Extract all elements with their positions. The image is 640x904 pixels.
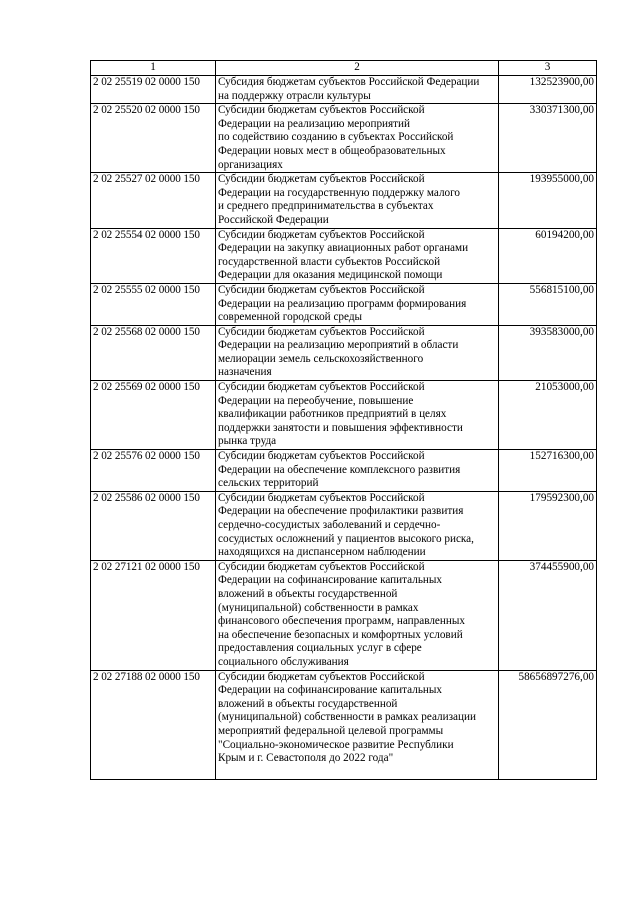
description-line: сельских территорий — [218, 477, 319, 490]
column-header-3: 3 — [499, 61, 597, 76]
description-line: находящихся на диспансерном наблюдении — [218, 546, 426, 559]
budget-table — [90, 60, 597, 780]
description-line: назначения — [218, 366, 272, 379]
description-line: государственной власти субъектов Российской — [218, 255, 441, 268]
amount-cell: 58656897276,00 — [499, 670, 597, 780]
description-cell — [216, 450, 499, 492]
description-line: финансового обеспечения программ, направленных — [218, 615, 465, 628]
description-line: Субсидии бюджетам субъектов Российской — [218, 670, 425, 683]
description-line: (муниципальной) собственности в рамках — [218, 601, 419, 614]
description-cell — [216, 228, 499, 283]
description-line: Федерации на переобучение, повышение — [218, 394, 414, 407]
amount-cell: 21053000,00 — [499, 381, 597, 450]
description-line: Субсидии бюджетам субъектов Российской — [218, 104, 425, 117]
description-cell — [216, 173, 499, 228]
amount-cell: 132523900,00 — [499, 76, 597, 104]
description-line — [218, 766, 496, 780]
description-line: Федерации на закупку авиационных работ органами — [218, 242, 469, 255]
description-line: Субсидии бюджетам субъектов Российской — [218, 560, 425, 573]
budget-code-cell: 2 02 25569 02 0000 150 — [91, 381, 216, 450]
description-cell — [216, 560, 499, 670]
description-line: на обеспечение безопасных и комфортных условий — [218, 628, 463, 641]
description-line: по содействию созданию в субъектах Российской — [218, 131, 454, 144]
column-header-1: 1 — [91, 61, 216, 76]
description-line: мероприятий федеральной целевой программы — [218, 724, 444, 737]
description-line: Российской Федерации — [218, 213, 329, 226]
description-line: Федерации на реализацию мероприятий — [218, 117, 411, 130]
table-row — [91, 450, 597, 492]
description-line: поддержки занятости и повышения эффективности — [218, 421, 463, 434]
description-line: социального обслуживания — [218, 655, 349, 668]
description-cell — [216, 76, 499, 104]
description-line: Субсидии бюджетам субъектов Российской — [218, 381, 425, 394]
amount-cell: 393583000,00 — [499, 325, 597, 380]
budget-code-cell: 2 02 25576 02 0000 150 — [91, 450, 216, 492]
description-line: Субсидии бюджетам субъектов Российской — [218, 283, 425, 296]
budget-code-cell: 2 02 27121 02 0000 150 — [91, 560, 216, 670]
description-cell — [216, 325, 499, 380]
description-line: Федерации на обеспечение профилактики развития — [218, 505, 464, 518]
table-row — [91, 670, 597, 780]
description-line: Федерации новых мест в общеобразовательных — [218, 144, 446, 157]
amount-cell: 374455900,00 — [499, 560, 597, 670]
table-row — [91, 325, 597, 380]
description-line: (муниципальной) собственности в рамках реализации — [218, 711, 476, 724]
description-line: Федерации на софинансирование капитальных — [218, 684, 443, 697]
description-line: современной городской среды — [218, 311, 363, 324]
table-row — [91, 173, 597, 228]
description-line: вложений в объекты государственной — [218, 697, 398, 710]
description-line: вложений в объекты государственной — [218, 587, 398, 600]
amount-cell: 193955000,00 — [499, 173, 597, 228]
description-line: на поддержку отрасли культуры — [218, 89, 371, 102]
budget-code-cell: 2 02 25520 02 0000 150 — [91, 104, 216, 173]
amount-cell: 556815100,00 — [499, 283, 597, 325]
budget-code-cell: 2 02 25519 02 0000 150 — [91, 76, 216, 104]
description-line: Федерации на реализацию мероприятий в области — [218, 339, 459, 352]
description-line: и среднего предпринимательства в субъектах — [218, 200, 434, 213]
description-line: сердечно-сосудистых заболеваний и сердечно- — [218, 519, 441, 531]
table-body — [91, 76, 597, 780]
table-row — [91, 104, 597, 173]
table-row — [91, 560, 597, 670]
description-cell — [216, 283, 499, 325]
description-line: предоставления социальных услуг в сфере — [218, 642, 422, 655]
description-line: квалификации работников предприятий в целях — [218, 408, 447, 421]
description-line: Федерации на реализацию программ формирования — [218, 297, 467, 310]
description-line: сосудистых осложнений у пациентов высокого риска, — [218, 532, 474, 545]
budget-code-cell: 2 02 25555 02 0000 150 — [91, 283, 216, 325]
table-row — [91, 491, 597, 560]
description-line: Субсидии бюджетам субъектов Российской — [218, 228, 425, 241]
description-line: мелиорации земель сельскохозяйственного — [218, 352, 424, 365]
description-line: Федерации для оказания медицинской помощи — [218, 269, 443, 282]
table-row — [91, 283, 597, 325]
description-line: Крым и г. Севастополя до 2022 года" — [218, 752, 394, 765]
description-cell — [216, 104, 499, 173]
description-line: организациях — [218, 158, 283, 171]
description-line: Федерации на государственную поддержку малого — [218, 186, 461, 199]
description-line: Субсидии бюджетам субъектов Российской — [218, 491, 425, 504]
description-line: Субсидия бюджетам субъектов Российской Федерации — [218, 76, 480, 88]
description-line: рынка труда — [218, 435, 277, 448]
amount-cell: 179592300,00 — [499, 491, 597, 560]
header-row — [91, 61, 597, 76]
description-cell — [216, 670, 499, 780]
table-row — [91, 228, 597, 283]
description-line: Субсидии бюджетам субъектов Российской — [218, 325, 425, 338]
column-header-2: 2 — [216, 61, 499, 76]
table-row — [91, 76, 597, 104]
description-cell — [216, 491, 499, 560]
description-line: "Социально-экономическое развитие Республики — [218, 738, 454, 751]
amount-cell: 330371300,00 — [499, 104, 597, 173]
amount-cell: 60194200,00 — [499, 228, 597, 283]
description-line: Федерации на обеспечение комплексного развития — [218, 463, 461, 476]
table-row — [91, 381, 597, 450]
amount-cell: 152716300,00 — [499, 450, 597, 492]
budget-code-cell: 2 02 27188 02 0000 150 — [91, 670, 216, 780]
description-line: Федерации на софинансирование капитальных — [218, 574, 443, 587]
description-line: Субсидии бюджетам субъектов Российской — [218, 450, 425, 463]
budget-code-cell: 2 02 25568 02 0000 150 — [91, 325, 216, 380]
description-cell — [216, 381, 499, 450]
budget-code-cell: 2 02 25586 02 0000 150 — [91, 491, 216, 560]
description-line: Субсидии бюджетам субъектов Российской — [218, 173, 425, 186]
budget-code-cell: 2 02 25527 02 0000 150 — [91, 173, 216, 228]
budget-code-cell: 2 02 25554 02 0000 150 — [91, 228, 216, 283]
